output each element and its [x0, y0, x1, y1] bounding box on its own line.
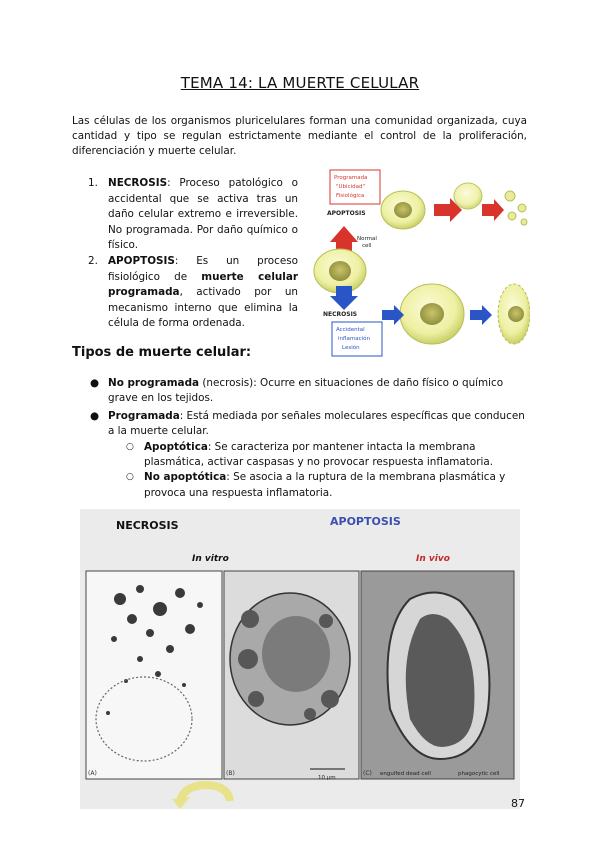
phagocytic-label: phagocytic cell [458, 771, 500, 777]
panel-a [86, 571, 222, 779]
arrow-right-icon [482, 199, 504, 221]
necrosis-label: NECROSIS [323, 311, 358, 318]
section-heading: Tipos de muerte celular: [72, 345, 252, 360]
arrow-right-icon [470, 305, 492, 325]
accidental-label: Accidental [336, 327, 365, 333]
numbered-item-apoptosis [88, 254, 298, 332]
normal-cell-nucleus [329, 261, 351, 281]
sub-item-text: : Se caracteriza por mantener intacta la membrana plasmática, activar caspasas y no provocar respuesta inflamatoria. [144, 440, 494, 469]
apoptosis-label: APOPTOSIS [327, 210, 366, 217]
in-vivo-label: In vivo [416, 554, 450, 564]
item-text: , activado por un mecanismo interno que elimina la célula de forma ordenada. [108, 286, 298, 330]
scale-label: 10 μm [318, 775, 336, 781]
circle-bullet-icon: ○ [126, 472, 134, 483]
item-text: : Es un proceso fisiológico de [108, 254, 298, 283]
apoptosis-figure-label: APOPTOSIS [330, 515, 401, 528]
normal-label: Normal [357, 236, 377, 242]
lysed-nucleus [508, 306, 524, 322]
apoptotic-body [508, 212, 516, 220]
necrosis-figure-label: NECROSIS [116, 519, 179, 532]
condensed-nucleus [394, 202, 412, 218]
physiological-label: Fisiológica [336, 193, 365, 199]
micrograph-figure [80, 509, 520, 809]
page-number: 87 [511, 797, 525, 810]
apoptotic-body [521, 219, 527, 225]
panel-c-label: (C) [363, 770, 372, 777]
circle-bullet-icon: ○ [126, 441, 134, 452]
bullet-list [90, 376, 527, 503]
programmed-label: Programada [334, 175, 368, 181]
term-necrosis: NECROSIS [108, 177, 168, 189]
item-number: 2. [88, 254, 98, 267]
item-text: : Proceso patológico o accidental que se activa tras un daño celular extremo e irreversible. No programada. Por daño químico o físico. [108, 177, 298, 252]
in-vitro-label: In vitro [192, 554, 229, 564]
term-programmed-death: muerte celular programada [108, 270, 299, 299]
bullet-text: (necrosis): Ocurre en situaciones de daño físico o químico grave en los tejidos. [108, 377, 504, 405]
term-no-programada: No programada [108, 377, 200, 389]
bullet-icon: ● [90, 409, 100, 422]
numbered-item-necrosis [88, 176, 298, 254]
cell-label: cell [362, 243, 372, 249]
apoptotic-cell [454, 183, 482, 209]
panel-b-label: (B) [226, 770, 235, 777]
condensed-chromatin [262, 616, 330, 692]
page-title: TEMA 14: LA MUERTE CELULAR [180, 74, 420, 92]
inflammation-label: inflamación [338, 336, 370, 342]
sub-item-text: : Se asocia a la ruptura de la membrana plasmática y provoca una respuesta inflamatoria. [144, 471, 506, 499]
sub-item-no-apoptotica [126, 470, 527, 501]
engulfed-label: engulfed dead cell [380, 771, 431, 777]
term-apoptosis: APOPTOSIS [108, 254, 175, 267]
panel-a-label: (A) [88, 770, 97, 777]
lesion-label: Lesión [342, 345, 360, 351]
ubicidad-label: "Ubicidad" [336, 184, 366, 190]
apoptosis-necrosis-diagram [310, 168, 530, 370]
sub-item-apoptotica [126, 440, 527, 471]
intro-paragraph: Las células de los organismos pluricelulares forman una comunidad organizada, cuya cantidad y tipo se regulan estrictamente mediante el control de la proliferación, diferenciación y muerte celular. [72, 115, 527, 158]
numbered-list [88, 176, 298, 332]
apoptotic-body [505, 191, 515, 201]
term-no-apoptotica: No apoptótica [144, 471, 227, 484]
term-programada: Programada [108, 409, 180, 422]
term-apoptotica: Apoptótica [144, 440, 208, 453]
bullet-item-no-programada [90, 376, 527, 407]
swollen-nucleus [420, 303, 444, 325]
item-number: 1. [88, 177, 98, 189]
apoptotic-body [518, 204, 526, 212]
bullet-text: : Está mediada por señales moleculares específicas que conducen a la muerte celular. [108, 409, 525, 438]
bullet-item-programada [90, 409, 527, 501]
bullet-icon: ● [90, 377, 100, 389]
